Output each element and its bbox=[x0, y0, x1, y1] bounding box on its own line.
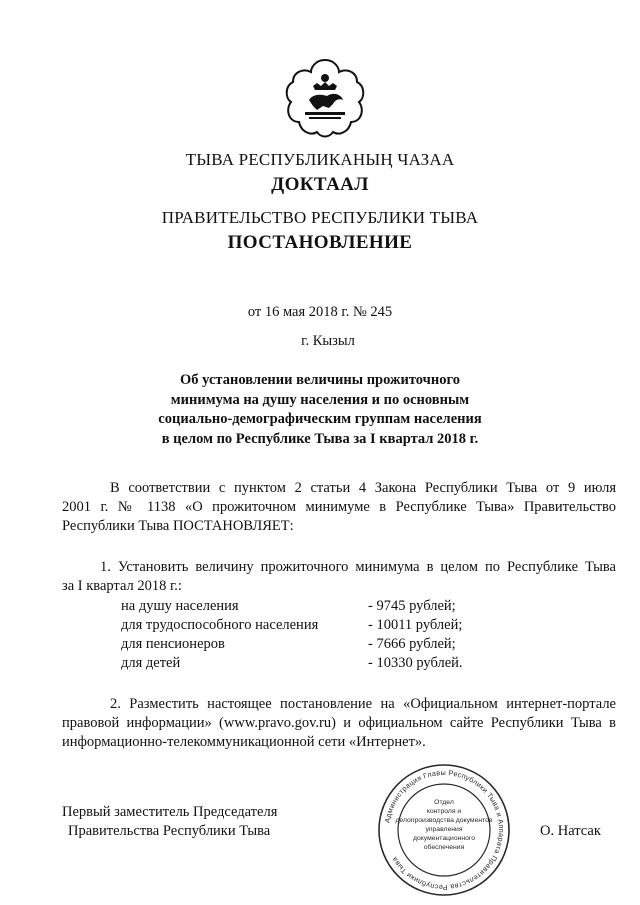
decree-title-line: минимума на душу населения и по основным bbox=[170, 391, 470, 408]
item-2-line: 2. Разместить настоящее постановление на «Официальном интернет-портале bbox=[110, 696, 616, 712]
decree-title-line: социально-демографическим группам населения bbox=[158, 411, 482, 427]
subsistence-row-value: - 10330 рублей. bbox=[368, 655, 463, 671]
stamp-inner-line: Отдел bbox=[434, 799, 454, 806]
header-ru-doc-type: ПОСТАНОВЛЕНИЕ bbox=[227, 232, 413, 253]
preamble-line: Республики Тыва ПОСТАНОВЛЯЕТ: bbox=[62, 518, 294, 534]
subsistence-row-value: - 10011 рублей; bbox=[368, 617, 463, 633]
stamp-inner-line: управления bbox=[425, 826, 463, 833]
preamble-paragraph bbox=[62, 479, 616, 536]
item-1-paragraph bbox=[62, 558, 616, 596]
decree-city: г. Кызыл bbox=[301, 333, 355, 349]
stamp-inner-line: обеспечения bbox=[423, 844, 465, 851]
subsistence-row-label: для пенсионеров bbox=[121, 636, 225, 652]
official-stamp-icon bbox=[376, 762, 512, 898]
subsistence-row-label: на душу населения bbox=[121, 598, 239, 614]
signatory-position: Правительства Республики Тыва bbox=[68, 823, 271, 839]
stamp-inner-line: документационного bbox=[412, 835, 476, 842]
stamp-ring-text: Администрация Главы Республики Тыва и Аппарата Правительства Республики Тыва bbox=[382, 767, 507, 893]
decree-title bbox=[140, 371, 500, 449]
stamp-inner-line: делопроизводства документов bbox=[395, 817, 493, 824]
decree-title-line: в целом по Республике Тыва за I квартал 2018 г. bbox=[161, 430, 479, 447]
preamble-line: 2001 г. № 1138 «О прожиточном минимуме в Республике Тыва» Правительство bbox=[62, 499, 616, 515]
decree-date-number: от 16 мая 2018 г. № 245 bbox=[247, 304, 393, 320]
subsistence-row-value: - 9745 рублей; bbox=[368, 598, 456, 614]
subsistence-row-value: - 7666 рублей; bbox=[368, 636, 456, 652]
item-1-line: за I квартал 2018 г.: bbox=[62, 578, 182, 594]
item-2-line: правовой информации» (www.pravo.gov.ru) и официальном сайте Республики Тыва в bbox=[62, 715, 616, 731]
subsistence-row-label: для детей bbox=[121, 655, 181, 671]
item-1-line: 1. Установить величину прожиточного минимума в целом по Республике Тыва bbox=[100, 559, 616, 575]
item-2-paragraph bbox=[62, 695, 616, 752]
header-ru-government: ПРАВИТЕЛЬСТВО РЕСПУБЛИКИ ТЫВА bbox=[161, 208, 479, 227]
subsistence-row-label: для трудоспособного населения bbox=[121, 617, 319, 633]
preamble-line: В соответствии с пунктом 2 статьи 4 Закона Республики Тыва от 9 июля bbox=[110, 480, 616, 496]
item-2-line: информационно-телекоммуникационной сети «Интернет». bbox=[62, 734, 426, 750]
header-tyva-doc-type: ДОКТААЛ bbox=[271, 174, 369, 195]
signatory-name: О. Натсак bbox=[540, 823, 601, 839]
coat-of-arms-emblem-icon bbox=[283, 56, 367, 140]
signatory-position: Первый заместитель Председателя bbox=[62, 804, 278, 820]
stamp-inner-line: контроля и bbox=[426, 808, 462, 815]
decree-title-line: Об установлении величины прожиточного bbox=[180, 372, 460, 388]
header-tyva-government: ТЫВА РЕСПУБЛИКАНЫҢ ЧАЗАА bbox=[185, 150, 455, 169]
